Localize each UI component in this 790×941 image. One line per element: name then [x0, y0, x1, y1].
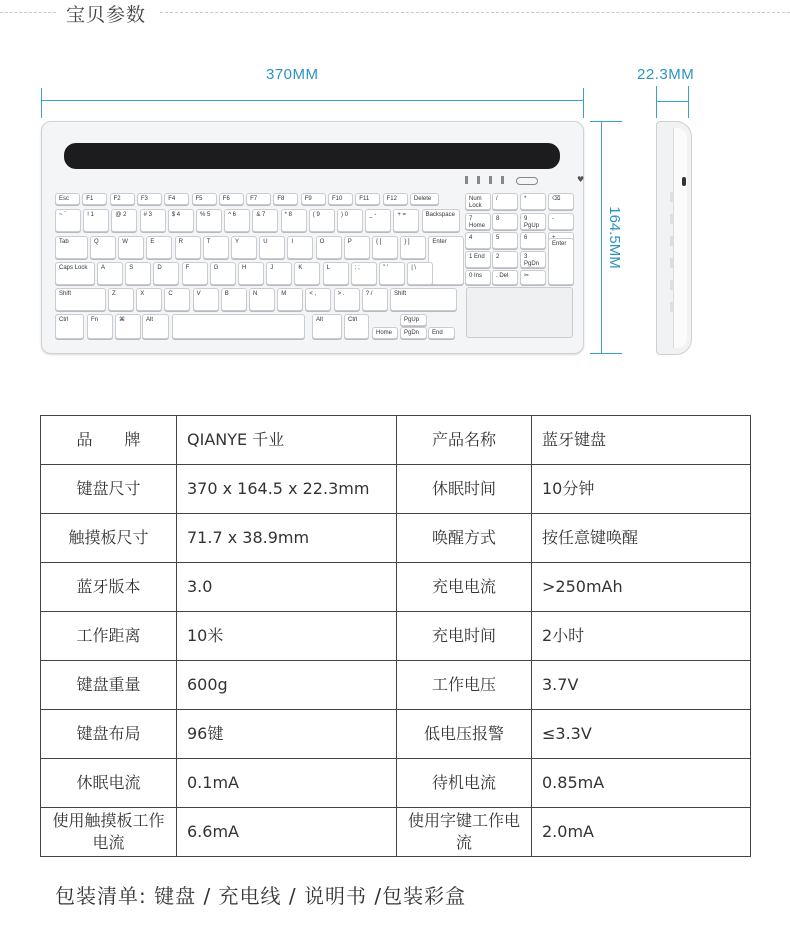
keyboard-key: ~ `: [55, 209, 81, 232]
keyboard-key: J: [266, 262, 292, 285]
keyboard-key: S: [125, 262, 151, 285]
width-dimension-label: 370MM: [266, 66, 319, 83]
spec-label: 工作电压: [397, 661, 532, 710]
spec-value: 600g: [177, 661, 397, 710]
width-tick-left: [41, 88, 42, 118]
keyboard-key: T: [203, 236, 229, 259]
keyboard-key: F9: [301, 193, 326, 205]
spec-row: [41, 710, 751, 759]
keyboard-key: F5: [192, 193, 217, 205]
keyboard-key: F11: [355, 193, 380, 205]
keyboard-key: & 7: [252, 209, 278, 232]
keyboard-key: Backspace: [422, 209, 460, 232]
keyboard-key: E: [146, 236, 172, 259]
spec-value: 蓝牙键盘: [532, 416, 751, 465]
keyboard-key: Alt: [312, 314, 342, 339]
keyboard-key: Enter: [428, 236, 464, 285]
depth-tick-right: [688, 86, 689, 118]
keyboard-key: U: [259, 236, 285, 259]
keyboard-key: " ': [379, 262, 405, 285]
spec-value: 按任意键唤醒: [532, 514, 751, 563]
keyboard-key: Z: [108, 288, 134, 311]
side-groove: [670, 236, 673, 246]
keyboard-key: Home: [372, 327, 398, 339]
keyboard-key: Ctrl: [55, 314, 84, 339]
keyboard-key: A: [97, 262, 123, 285]
height-tick-bottom: [590, 353, 622, 354]
keyboard-key: Esc: [55, 193, 80, 205]
indicator-lights: [465, 176, 515, 186]
spec-label: 休眠电流: [41, 759, 177, 808]
keyboard-key: # 3: [140, 209, 166, 232]
keyboard-key: Alt: [142, 314, 169, 339]
spec-value: QIANYE 千业: [177, 416, 397, 465]
spec-row: [41, 514, 751, 563]
page-title: 宝贝参数: [60, 0, 152, 27]
keyboard-key: 3 PgDn: [520, 251, 546, 268]
keyboard-key: L: [323, 262, 349, 285]
keyboard-key: $ 4: [168, 209, 194, 232]
keyboard-key: { [: [372, 236, 398, 259]
keyboard-key: ^ 6: [224, 209, 250, 232]
keyboard-key: : ;: [351, 262, 377, 285]
keyboard-key: 6: [520, 232, 546, 249]
keyboard-key: 1 End: [465, 251, 491, 268]
width-dimension-line: [41, 100, 584, 101]
height-dimension-label: 164.5MM: [605, 206, 623, 269]
keyboard-key: N: [249, 288, 275, 311]
keyboard-key: % 5: [196, 209, 222, 232]
keyboard-key: Tab: [55, 236, 88, 259]
keyboard-front-view: [41, 121, 584, 354]
keyboard-key: [172, 314, 305, 339]
spec-value: 3.0: [177, 563, 397, 612]
spec-label: 工作距离: [41, 612, 177, 661]
keyboard-key: Fn: [87, 314, 113, 339]
spec-value: 71.7 x 38.9mm: [177, 514, 397, 563]
keyboard-key: F: [182, 262, 208, 285]
keyboard-key: Num Lock: [465, 193, 491, 210]
spec-value: 0.85mA: [532, 759, 751, 808]
spec-value: 2小时: [532, 612, 751, 661]
spec-row: [41, 563, 751, 612]
side-groove: [670, 214, 673, 224]
spec-label: 唤醒方式: [397, 514, 532, 563]
keyboard-key: ) 0: [337, 209, 363, 232]
keyboard-key: F2: [110, 193, 135, 205]
spec-value: 10米: [177, 612, 397, 661]
keyboard-key: O: [316, 236, 342, 259]
keyboard-side-view: [656, 121, 692, 355]
spec-label: 蓝牙版本: [41, 563, 177, 612]
spec-row: [41, 416, 751, 465]
spec-row: [41, 661, 751, 710]
keyboard-key: F7: [246, 193, 271, 205]
keyboard-key: F4: [164, 193, 189, 205]
keyboard-key: Delete: [410, 193, 439, 205]
keyboard-key: *: [520, 193, 546, 210]
keyboard-key: F3: [137, 193, 162, 205]
keyboard-key: ? /: [362, 288, 388, 311]
spec-label: 待机电流: [397, 759, 532, 808]
keyboard-key: H: [238, 262, 264, 285]
keyboard-key: Caps Lock: [55, 262, 95, 285]
keyboard-key: 9 PgUp: [520, 213, 546, 230]
header-divider-right: [160, 12, 790, 13]
height-tick-top: [590, 121, 622, 122]
spec-label: 品 牌: [41, 416, 177, 465]
keyboard-key: Ctrl: [344, 314, 369, 339]
keyboard-key: . Del: [492, 270, 518, 285]
keyboard-key: V: [193, 288, 219, 311]
spec-label: 键盘重量: [41, 661, 177, 710]
keyboard-key: G: [210, 262, 236, 285]
keyboard-key: M: [277, 288, 303, 311]
spec-row: [41, 808, 751, 857]
spec-value: 0.1mA: [177, 759, 397, 808]
tablet-slot: [64, 143, 560, 169]
spec-label: 使用触摸板工作电流: [41, 808, 177, 857]
keyboard-key: 4: [465, 232, 491, 249]
keyboard-key: ( 9: [309, 209, 335, 232]
spec-value: 96键: [177, 710, 397, 759]
spec-label: 休眠时间: [397, 465, 532, 514]
keyboard-key: D: [153, 262, 179, 285]
spec-row: [41, 465, 751, 514]
keyboard-key: _ -: [365, 209, 391, 232]
keyboard-key: PgDn: [400, 327, 427, 339]
keyboard-key: Enter: [548, 238, 574, 285]
spec-value: 2.0mA: [532, 808, 751, 857]
spec-label: 充电电流: [397, 563, 532, 612]
keyboard-key: 8: [492, 213, 518, 230]
width-tick-right: [583, 88, 584, 118]
keyboard-key: @ 2: [111, 209, 137, 232]
keyboard-key: C: [164, 288, 190, 311]
keyboard-key: End: [428, 327, 455, 339]
keyboard-key: B: [221, 288, 247, 311]
spec-value: 370 x 164.5 x 22.3mm: [177, 465, 397, 514]
spec-label: 触摸板尺寸: [41, 514, 177, 563]
keyboard-key: ✂: [520, 270, 546, 285]
side-groove: [670, 302, 673, 312]
keyboard-key: + =: [393, 209, 419, 232]
depth-dimension-line: [656, 101, 689, 102]
keyboard-key: Shift: [55, 288, 106, 311]
spec-value: >250mAh: [532, 563, 751, 612]
spec-row: [41, 612, 751, 661]
keyboard-key: 5: [492, 232, 518, 249]
keyboard-key: /: [492, 193, 518, 210]
spec-value: 6.6mA: [177, 808, 397, 857]
keyboard-key: F12: [383, 193, 408, 205]
spec-value: 10分钟: [532, 465, 751, 514]
keyboard-key: PgUp: [400, 314, 427, 326]
spec-label: 产品名称: [397, 416, 532, 465]
spec-value: ≤3.3V: [532, 710, 751, 759]
keyboard-key: W: [118, 236, 144, 259]
keyboard-key: Q: [90, 236, 116, 259]
keyboard-key: K: [294, 262, 320, 285]
keyboard-key: > .: [334, 288, 360, 311]
keyboard-key: 2: [492, 251, 518, 268]
keyboard-key: P: [344, 236, 370, 259]
spec-table: [40, 415, 751, 857]
keyboard-key: Y: [231, 236, 257, 259]
keyboard-key: ! 1: [83, 209, 109, 232]
heart-icon: ♥: [577, 175, 585, 184]
package-list: 包装清单: 键盘 / 充电线 / 说明书 /包装彩盒: [55, 884, 467, 908]
keyboard-key: ⌫: [548, 193, 574, 210]
keyboard-key: -: [548, 213, 574, 230]
keyboard-key: ⌘: [115, 314, 141, 339]
spec-table-body: [41, 416, 751, 857]
keyboard-key: Shift: [390, 288, 457, 311]
keyboard-key: R: [175, 236, 201, 259]
keyboard-key: < ,: [305, 288, 331, 311]
spec-label: 充电时间: [397, 612, 532, 661]
spec-label: 使用字键工作电流: [397, 808, 532, 857]
keyboard-key: X: [136, 288, 162, 311]
keyboard-key: I: [287, 236, 313, 259]
keyboard-key: F10: [328, 193, 353, 205]
depth-dimension-label: 22.3MM: [637, 66, 695, 83]
side-groove: [670, 192, 673, 202]
spec-label: 键盘尺寸: [41, 465, 177, 514]
charging-port: [682, 177, 686, 186]
keyboard-key: F1: [82, 193, 107, 205]
keyboard-key: } ]: [400, 236, 426, 259]
side-view-edge: [673, 128, 687, 348]
side-groove: [670, 258, 673, 268]
height-dimension-line: [601, 121, 602, 354]
header-divider-left: [0, 12, 56, 13]
power-switch: [516, 177, 538, 185]
touchpad: [466, 287, 573, 338]
keyboard-key: * 8: [281, 209, 307, 232]
depth-tick-left: [656, 86, 657, 118]
keyboard-key: F8: [273, 193, 298, 205]
spec-label: 低电压报警: [397, 710, 532, 759]
side-groove: [670, 280, 673, 290]
keyboard-key: 7 Home: [465, 213, 491, 230]
keyboard-key: | \: [407, 262, 433, 285]
keyboard-key: 0 Ins: [465, 270, 491, 285]
spec-value: 3.7V: [532, 661, 751, 710]
keyboard-key: F6: [219, 193, 244, 205]
spec-label: 键盘布局: [41, 710, 177, 759]
spec-row: [41, 759, 751, 808]
